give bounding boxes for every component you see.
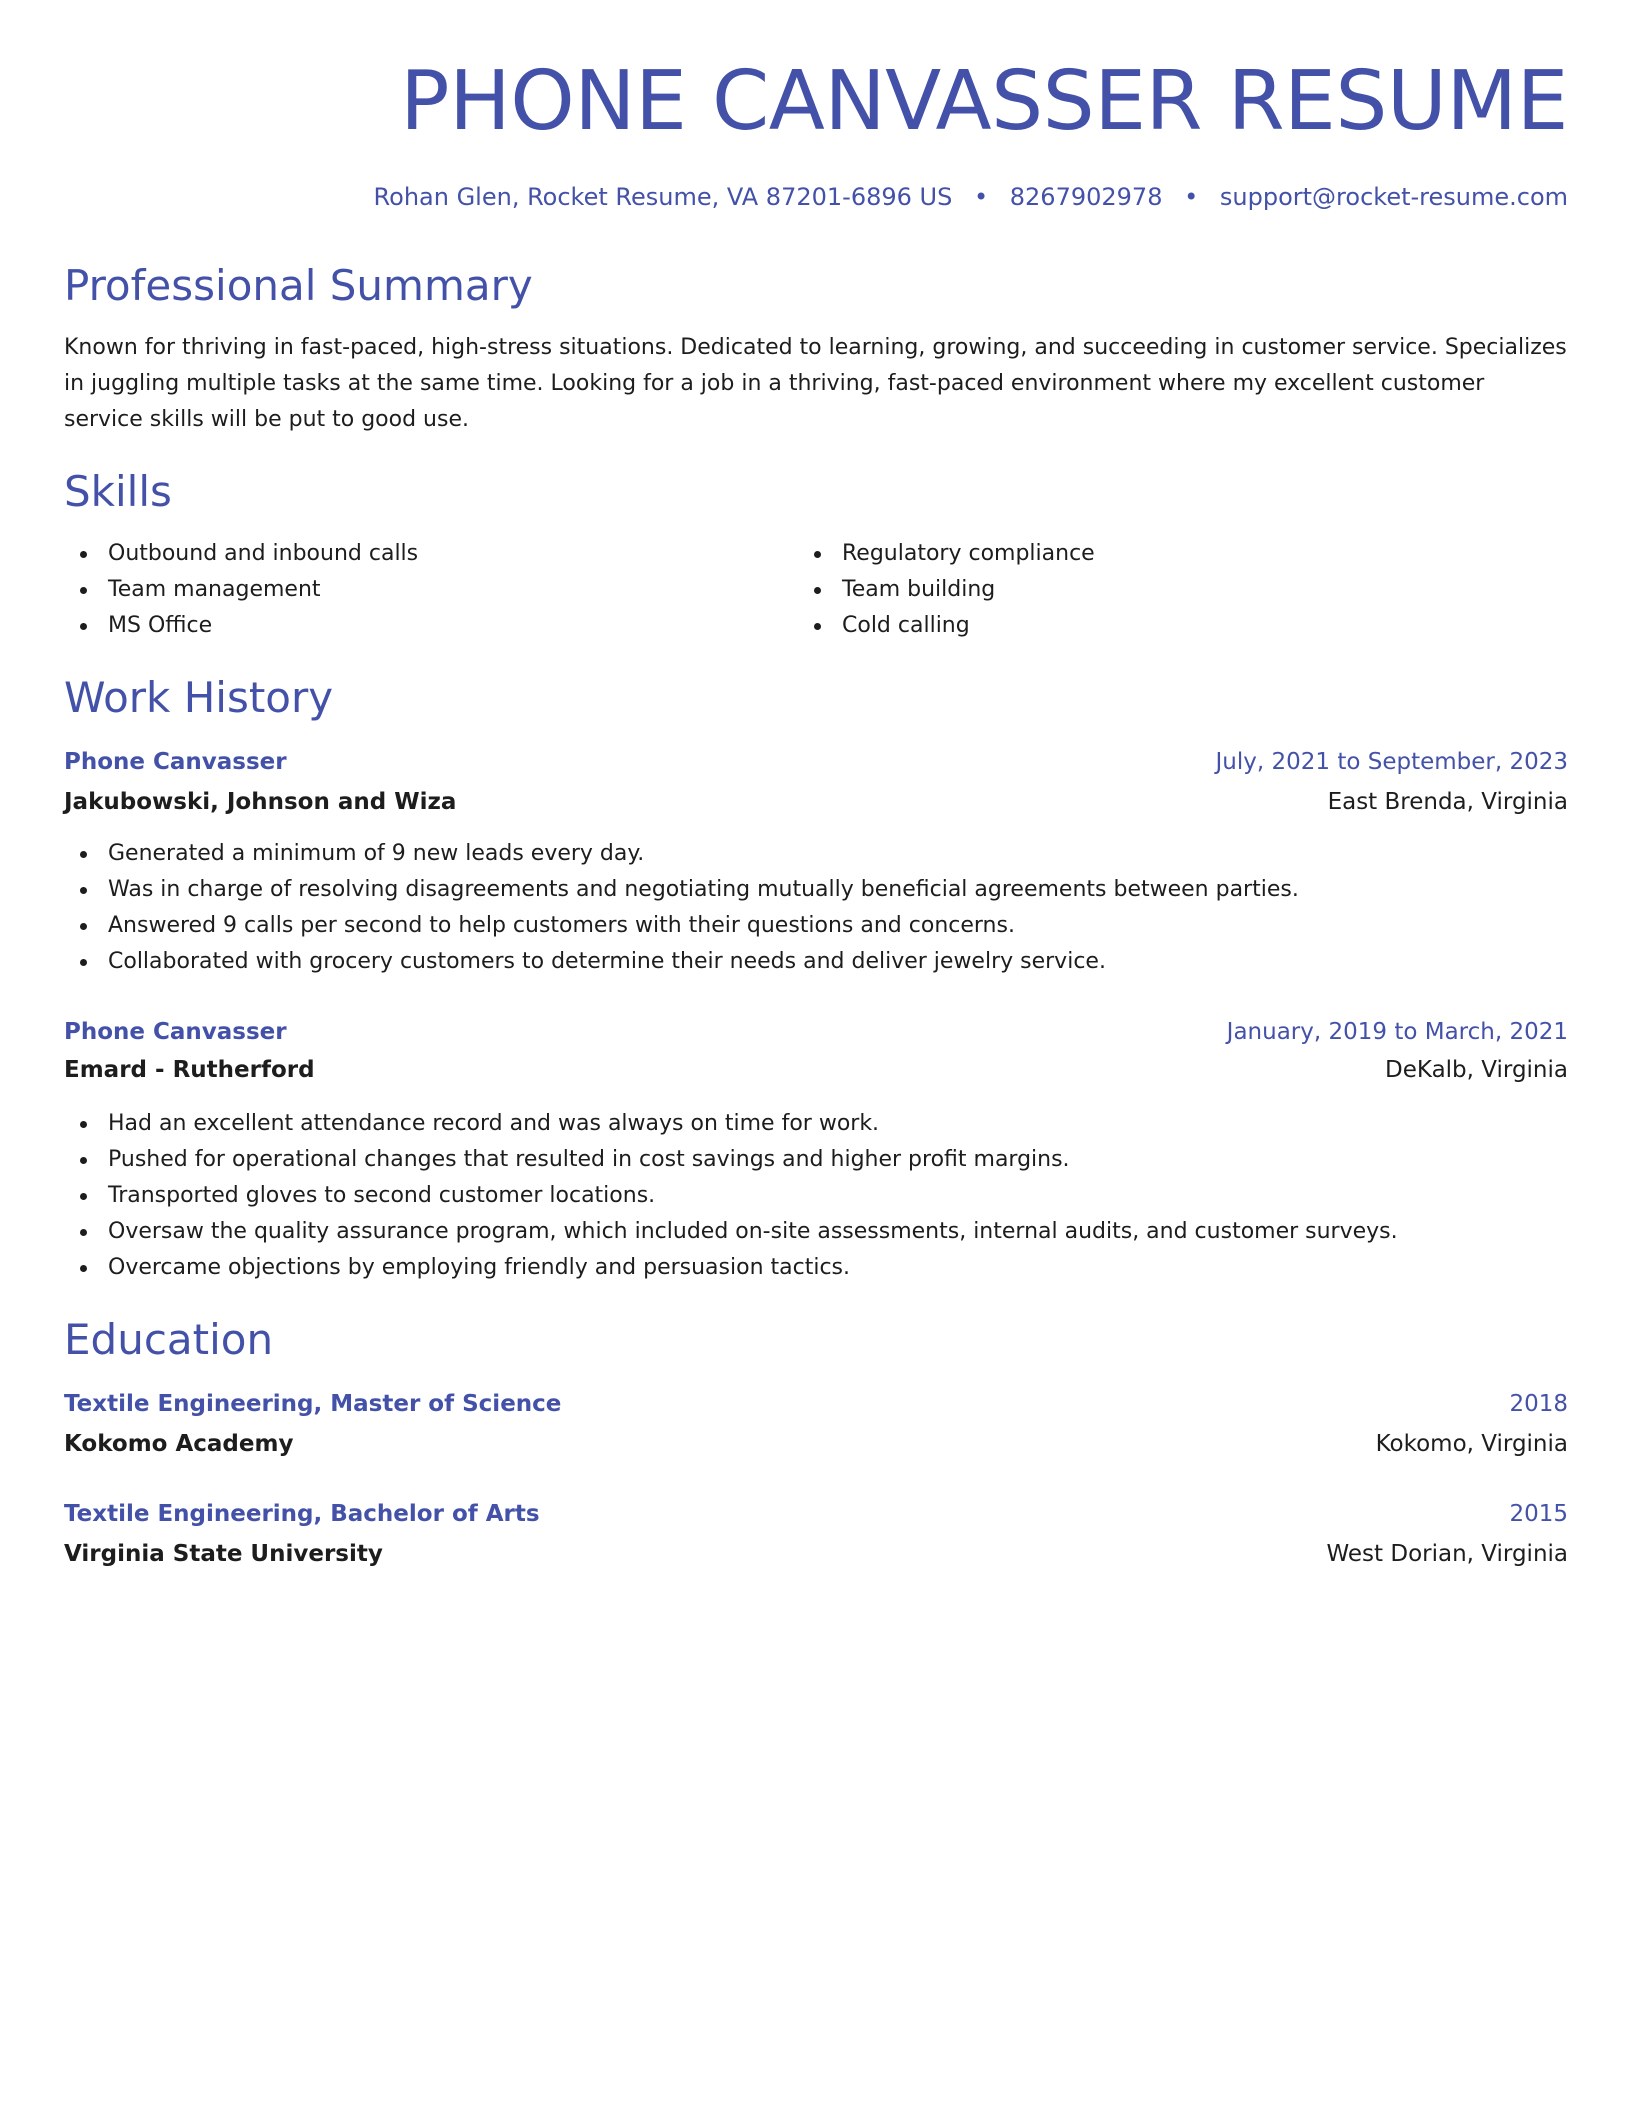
skill-item: Cold calling [798,608,1095,644]
contact-phone: 8267902978 [1009,183,1163,211]
work-heading: Work History [64,673,334,722]
skills-heading: Skills [64,467,172,516]
skill-item: Regulatory compliance [798,536,1095,572]
education-location: Kokomo, Virginia [1375,1431,1568,1457]
job-dates: January, 2019 to March, 2021 [1226,1019,1568,1045]
job-dates: July, 2021 to September, 2023 [1215,749,1568,775]
job-bullet: Had an excellent attendance record and was always on time for work. [64,1106,1568,1142]
job-header [64,744,1568,780]
education-location: West Dorian, Virginia [1326,1541,1568,1567]
summary-text: Known for thriving in fast-paced, high-stress situations. Dedicated to learning, growing, and succeeding in customer service. Specializes in juggling multiple tasks at the same time. Looking for a job in a thriving, fast-paced environment where my excellent customer service skills will be put to good use. [64,335,1567,432]
education-degree: Textile Engineering, Bachelor of Arts [64,1501,540,1527]
job-company: Emard - Rutherford [64,1057,315,1083]
job-header [64,1014,1568,1050]
job-bullets [64,836,1568,980]
skill-item: Team building [798,572,1095,608]
job-bullet: Oversaw the quality assurance program, which included on-site assessments, internal audits, and customer surveys. [64,1214,1568,1250]
skill-item: Outbound and inbound calls [64,536,418,572]
job-bullet: Overcame objections by employing friendly and persuasion tactics. [64,1250,1568,1286]
contact-address: Rohan Glen, Rocket Resume, VA 87201-6896 US [373,183,953,211]
job-title: Phone Canvasser [64,749,287,775]
skill-item: MS Office [64,608,418,644]
job-company-row [64,1052,1568,1088]
job-bullet: Transported gloves to second customer locations. [64,1178,1568,1214]
contact-separator: • [973,183,989,211]
education-heading: Education [64,1315,274,1364]
education-header [64,1496,1568,1532]
education-school: Virginia State University [64,1541,383,1567]
job-bullet: Pushed for operational changes that resulted in cost savings and higher profit margins. [64,1142,1568,1178]
education-school-row [64,1536,1568,1572]
education-year: 2015 [1509,1501,1568,1527]
education-school-row [64,1426,1568,1462]
education-header [64,1386,1568,1422]
job-bullets [64,1106,1568,1286]
job-company: Jakubowski, Johnson and Wiza [64,789,457,815]
skill-item: Team management [64,572,418,608]
skills-column-left [64,536,418,644]
skills-column-right [798,536,1095,644]
summary-heading: Professional Summary [64,261,533,310]
contact-line [374,180,1568,214]
education-year: 2018 [1509,1391,1568,1417]
job-bullet: Was in charge of resolving disagreements and negotiating mutually beneficial agreements between parties. [64,872,1568,908]
job-bullet: Generated a minimum of 9 new leads every day. [64,836,1568,872]
job-company-row [64,784,1568,820]
job-bullet: Answered 9 calls per second to help customers with their questions and concerns. [64,908,1568,944]
job-location: East Brenda, Virginia [1327,789,1568,815]
contact-separator: • [1184,183,1199,211]
job-title: Phone Canvasser [64,1019,287,1045]
contact-email: support@rocket-resume.com [1219,183,1568,211]
education-degree: Textile Engineering, Master of Science [64,1391,562,1417]
education-school: Kokomo Academy [64,1431,294,1457]
job-location: DeKalb, Virginia [1385,1057,1568,1083]
job-bullet: Collaborated with grocery customers to determine their needs and deliver jewelry service. [64,944,1568,980]
resume-title: PHONE CANVASSER RESUME [400,54,1568,149]
